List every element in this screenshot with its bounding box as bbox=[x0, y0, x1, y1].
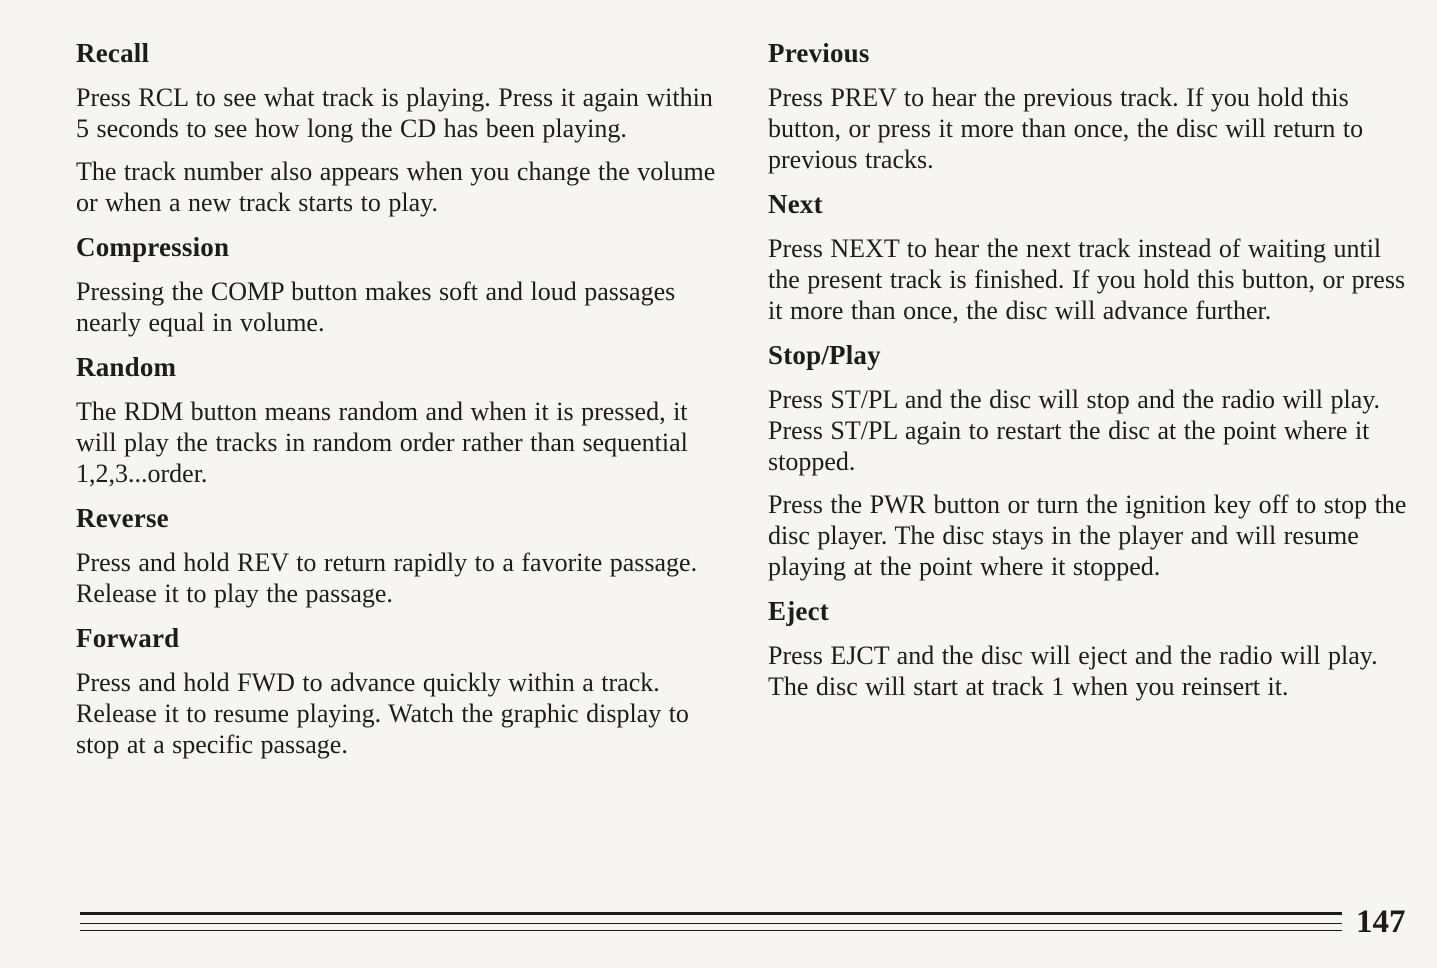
section-heading: Next bbox=[768, 189, 823, 219]
footer-rule-thin bbox=[80, 923, 1342, 924]
left-column bbox=[76, 36, 726, 772]
section-paragraph: Press NEXT to hear the next track instead of waiting until the present track is finished. If you hold this button, or press it more than once, the disc will advance further. bbox=[768, 234, 1406, 325]
section-compression bbox=[76, 230, 726, 338]
section-paragraph: Press EJCT and the disc will eject and the radio will play. The disc will start at track 1 when you reinsert it. bbox=[768, 641, 1378, 701]
section-paragraph: Press the PWR button or turn the ignition key off to stop the disc player. The disc stays in the player and will resume playing at the point where it stopped. bbox=[768, 490, 1407, 581]
section-forward bbox=[76, 621, 726, 760]
section-heading: Recall bbox=[76, 38, 150, 68]
section-heading: Reverse bbox=[76, 503, 169, 533]
section-paragraph: The RDM button means random and when it is pressed, it will play the tracks in random order rather than sequential 1,2,3...order. bbox=[76, 397, 688, 488]
section-heading: Stop/Play bbox=[768, 340, 881, 370]
section-paragraph: Press RCL to see what track is playing. Press it again within 5 seconds to see how long the CD has been playing. bbox=[76, 83, 713, 143]
section-paragraph: Press PREV to hear the previous track. If you hold this button, or press it more than once, the disc will return to previous tracks. bbox=[768, 83, 1364, 174]
footer-rule-thin bbox=[80, 930, 1342, 931]
right-column bbox=[768, 36, 1413, 714]
page-number: 147 bbox=[1356, 904, 1406, 940]
footer-rule bbox=[80, 906, 1342, 936]
section-heading: Previous bbox=[768, 38, 870, 68]
section-recall bbox=[76, 36, 726, 218]
section-stop-play bbox=[768, 338, 1413, 582]
section-reverse bbox=[76, 501, 726, 609]
section-heading: Eject bbox=[768, 596, 829, 626]
footer-rule-thick bbox=[80, 912, 1342, 915]
section-paragraph: Press and hold FWD to advance quickly within a track. Release it to resume playing. Watch the graphic display to stop at a specific passage. bbox=[76, 668, 689, 759]
section-next bbox=[768, 187, 1413, 326]
section-eject bbox=[768, 594, 1413, 702]
section-paragraph: Press and hold REV to return rapidly to a favorite passage. Release it to play the passage. bbox=[76, 548, 698, 608]
section-heading: Compression bbox=[76, 232, 230, 262]
section-paragraph: Pressing the COMP button makes soft and loud passages nearly equal in volume. bbox=[76, 277, 676, 337]
section-previous bbox=[768, 36, 1413, 175]
section-paragraph: The track number also appears when you change the volume or when a new track starts to play. bbox=[76, 157, 716, 217]
section-paragraph: Press ST/PL and the disc will stop and the radio will play. Press ST/PL again to restart the disc at the point where it stopped. bbox=[768, 385, 1381, 476]
section-heading: Forward bbox=[76, 623, 180, 653]
section-random bbox=[76, 350, 726, 489]
section-heading: Random bbox=[76, 352, 177, 382]
